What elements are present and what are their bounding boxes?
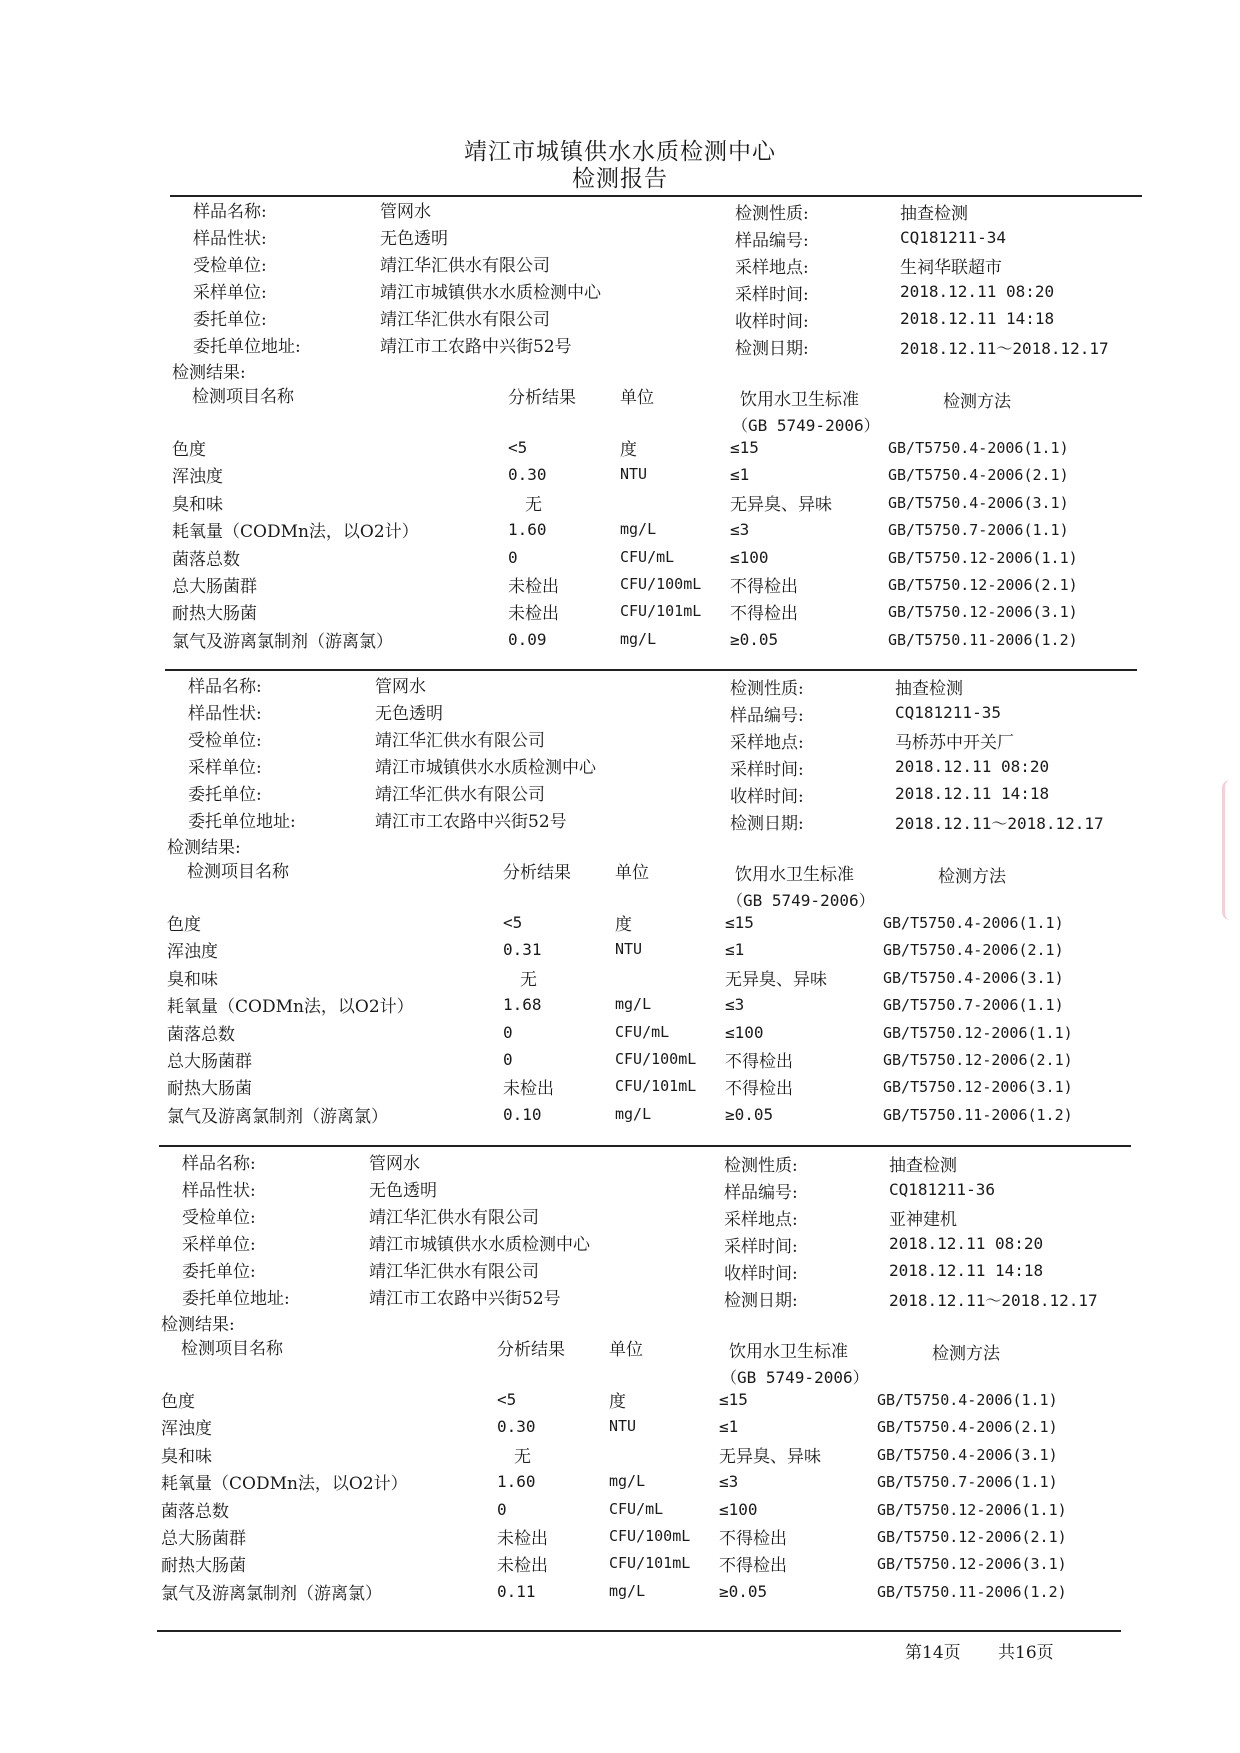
- table-row: [170, 435, 1170, 462]
- sample-number-label: 样品编号:: [730, 706, 804, 726]
- col-method-header: 检测方法: [938, 867, 1006, 887]
- sample-number-label: 样品编号:: [724, 1183, 798, 1203]
- sampling-site-label: 采样地点:: [735, 258, 809, 278]
- method-value: GB/T5750.12-2006(1.1): [877, 1500, 1067, 1519]
- item-name: 耐热大肠菌: [172, 604, 257, 625]
- item-name: 浑浊度: [167, 942, 218, 963]
- unit-value: NTU: [615, 940, 643, 959]
- result-value: <5: [497, 1390, 517, 1409]
- item-name: 氯气及游离氯制剂（游离氯）: [161, 1583, 382, 1604]
- sample-number-label: 样品编号:: [735, 231, 809, 251]
- receive-time-label: 收样时间:: [724, 1264, 798, 1284]
- unit-value: mg/L: [609, 1581, 646, 1600]
- results-label: 检测结果:: [167, 838, 241, 858]
- inspected-unit-label: 受检单位:: [188, 731, 262, 751]
- unit-value: CFU/100mL: [615, 1050, 697, 1068]
- test-date-label: 检测日期:: [735, 339, 809, 359]
- results-label: 检测结果:: [161, 1315, 235, 1335]
- page-number: 第14页: [905, 1643, 961, 1663]
- sampling-unit-label: 采样单位:: [182, 1235, 256, 1255]
- sampling-unit-label: 采样单位:: [188, 758, 262, 778]
- result-value: 0: [503, 1050, 513, 1069]
- item-name: 菌落总数: [161, 1501, 229, 1522]
- standard-value: 无异臭、异味: [719, 1446, 821, 1467]
- unit-value: 度: [615, 915, 632, 935]
- col-standard-header: 饮用水卫生标准: [735, 865, 854, 885]
- client-unit-value: 靖江华汇供水有限公司: [369, 1262, 539, 1282]
- col-method-header: 检测方法: [943, 392, 1011, 412]
- sample-number-value: CQ181211-35: [895, 703, 1001, 722]
- standard-value: ≤3: [730, 520, 750, 540]
- table-row: [165, 992, 1165, 1019]
- sample-number-value: CQ181211-34: [900, 228, 1006, 247]
- method-value: GB/T5750.4-2006(1.1): [883, 914, 1064, 932]
- method-value: GB/T5750.4-2006(2.1): [888, 466, 1069, 485]
- page-total: 共16页: [998, 1643, 1054, 1663]
- item-name: 氯气及游离氯制剂（游离氯）: [167, 1106, 388, 1127]
- method-value: GB/T5750.4-2006(1.1): [877, 1391, 1058, 1409]
- item-name: 耐热大肠菌: [167, 1079, 252, 1100]
- table-row: [159, 1579, 1159, 1606]
- result-value: 0: [497, 1499, 507, 1519]
- table-row: [170, 490, 1170, 517]
- sample-number-value: CQ181211-36: [889, 1180, 995, 1199]
- result-value: 未检出: [508, 604, 559, 625]
- unit-value: NTU: [609, 1417, 637, 1436]
- method-value: GB/T5750.12-2006(1.1): [883, 1023, 1073, 1042]
- col-item-header: 检测项目名称: [181, 1339, 283, 1359]
- table-row: [170, 545, 1170, 572]
- table-row: [165, 910, 1165, 937]
- receive-time-value: 2018.12.11 14:18: [895, 784, 1050, 803]
- sample-state-value: 无色透明: [369, 1181, 437, 1201]
- test-nature-value: 抽查检测: [900, 204, 968, 224]
- sampling-unit-value: 靖江市城镇供水水质检测中心: [369, 1235, 590, 1255]
- method-value: GB/T5750.4-2006(2.1): [883, 941, 1064, 960]
- method-value: GB/T5750.12-2006(2.1): [888, 576, 1078, 594]
- sampling-site-label: 采样地点:: [730, 733, 804, 753]
- item-name: 浑浊度: [172, 467, 223, 488]
- result-value: 0.30: [497, 1417, 536, 1437]
- table-row: [159, 1551, 1159, 1578]
- table-row: [159, 1469, 1159, 1496]
- standard-value: ≥0.05: [719, 1581, 768, 1601]
- method-value: GB/T5750.4-2006(3.1): [883, 968, 1064, 987]
- receive-time-label: 收样时间:: [735, 312, 809, 332]
- col-method-header: 检测方法: [932, 1344, 1000, 1364]
- standard-value: ≤3: [725, 995, 745, 1015]
- item-name: 浑浊度: [161, 1419, 212, 1440]
- standard-value: ≤100: [730, 547, 769, 567]
- test-nature-label: 检测性质:: [730, 679, 804, 699]
- col-result-header: 分析结果: [503, 863, 571, 883]
- table-row: [170, 599, 1170, 626]
- sampling-time-value: 2018.12.11 08:20: [895, 757, 1050, 776]
- report-title: 靖江市城镇供水水质检测中心: [464, 139, 776, 165]
- sample-state-label: 样品性状:: [182, 1181, 256, 1201]
- standard-value: ≤15: [730, 438, 759, 457]
- method-value: GB/T5750.4-2006(3.1): [877, 1445, 1058, 1464]
- client-unit-value: 靖江华汇供水有限公司: [375, 785, 545, 805]
- result-value: 无: [525, 494, 542, 515]
- item-name: 氯气及游离氯制剂（游离氯）: [172, 631, 393, 652]
- col-standard-code: （GB 5749-2006）: [721, 1368, 869, 1387]
- sampling-site-value: 亚神建机: [889, 1210, 957, 1230]
- receive-time-label: 收样时间:: [730, 787, 804, 807]
- results-label: 检测结果:: [172, 363, 246, 383]
- test-nature-value: 抽查检测: [889, 1156, 957, 1176]
- test-date-value: 2018.12.11～2018.12.17: [900, 339, 1109, 358]
- inspected-unit-value: 靖江华汇供水有限公司: [375, 731, 545, 751]
- unit-value: CFU/101mL: [609, 1554, 691, 1573]
- standard-value: ≤15: [719, 1390, 748, 1409]
- receive-time-value: 2018.12.11 14:18: [900, 309, 1055, 328]
- client-address-value: 靖江市工农路中兴街52号: [369, 1289, 561, 1309]
- sampling-unit-value: 靖江市城镇供水水质检测中心: [375, 758, 596, 778]
- method-value: GB/T5750.7-2006(1.1): [883, 996, 1064, 1015]
- standard-value: ≤1: [719, 1417, 739, 1437]
- client-unit-label: 委托单位:: [188, 785, 262, 805]
- col-standard-header: 饮用水卫生标准: [740, 390, 859, 410]
- inspected-unit-label: 受检单位:: [193, 256, 267, 276]
- sampling-unit-value: 靖江市城镇供水水质检测中心: [380, 283, 601, 303]
- client-unit-label: 委托单位:: [193, 310, 267, 330]
- unit-value: mg/L: [620, 629, 657, 648]
- standard-value: 不得检出: [725, 1079, 793, 1100]
- sampling-time-value: 2018.12.11 08:20: [889, 1234, 1044, 1253]
- result-value: <5: [508, 438, 528, 457]
- table-row: [165, 1020, 1165, 1047]
- sample-block: [159, 1147, 1240, 1647]
- sampling-time-label: 采样时间:: [724, 1237, 798, 1257]
- result-value: 未检出: [497, 1556, 548, 1577]
- table-row: [159, 1524, 1159, 1551]
- method-value: GB/T5750.4-2006(3.1): [888, 493, 1069, 512]
- table-row: [165, 1047, 1165, 1074]
- result-value: 0.09: [508, 629, 547, 649]
- sample-state-label: 样品性状:: [188, 704, 262, 724]
- result-value: 1.68: [503, 995, 542, 1015]
- item-name: 臭和味: [167, 969, 218, 990]
- col-item-header: 检测项目名称: [192, 387, 294, 407]
- inspected-unit-value: 靖江华汇供水有限公司: [369, 1208, 539, 1228]
- unit-value: NTU: [620, 465, 648, 484]
- item-name: 臭和味: [172, 494, 223, 515]
- test-nature-label: 检测性质:: [724, 1156, 798, 1176]
- item-name: 菌落总数: [172, 549, 240, 570]
- table-row: [159, 1414, 1159, 1441]
- method-value: GB/T5750.12-2006(3.1): [877, 1555, 1067, 1574]
- method-value: GB/T5750.11-2006(1.2): [877, 1582, 1067, 1601]
- test-date-value: 2018.12.11～2018.12.17: [895, 814, 1104, 833]
- table-row: [170, 572, 1170, 599]
- method-value: GB/T5750.12-2006(2.1): [877, 1528, 1067, 1546]
- inspected-unit-label: 受检单位:: [182, 1208, 256, 1228]
- method-value: GB/T5750.4-2006(1.1): [888, 439, 1069, 457]
- unit-value: mg/L: [615, 1104, 652, 1123]
- item-name: 色度: [172, 440, 206, 460]
- standard-value: 无异臭、异味: [730, 494, 832, 515]
- seal-edge: [1222, 780, 1240, 920]
- table-row: [165, 1102, 1165, 1129]
- unit-value: CFU/100mL: [620, 575, 702, 593]
- sampling-site-label: 采样地点:: [724, 1210, 798, 1230]
- standard-value: ≤1: [730, 465, 750, 485]
- result-value: 1.60: [497, 1472, 536, 1492]
- unit-value: CFU/mL: [620, 547, 675, 566]
- result-value: 1.60: [508, 520, 547, 540]
- standard-value: 不得检出: [719, 1529, 787, 1549]
- item-name: 总大肠菌群: [161, 1529, 246, 1549]
- sample-name-label: 样品名称:: [182, 1154, 256, 1174]
- standard-value: ≤15: [725, 913, 754, 932]
- table-row: [170, 627, 1170, 654]
- method-value: GB/T5750.12-2006(3.1): [883, 1078, 1073, 1097]
- sample-name-label: 样品名称:: [188, 677, 262, 697]
- result-value: 无: [520, 969, 537, 990]
- table-row: [159, 1387, 1159, 1414]
- footer-divider: [157, 1630, 1121, 1632]
- standard-value: 不得检出: [719, 1556, 787, 1577]
- col-result-header: 分析结果: [497, 1340, 565, 1360]
- method-value: GB/T5750.12-2006(2.1): [883, 1051, 1073, 1069]
- item-name: 耗氧量（CODMn法，以O2计）: [161, 1474, 408, 1495]
- table-row: [159, 1497, 1159, 1524]
- standard-value: ≤1: [725, 940, 745, 960]
- method-value: GB/T5750.11-2006(1.2): [883, 1105, 1073, 1124]
- result-value: 0.30: [508, 465, 547, 485]
- result-value: 无: [514, 1446, 531, 1467]
- standard-value: 不得检出: [725, 1052, 793, 1072]
- item-name: 耗氧量（CODMn法，以O2计）: [167, 997, 414, 1018]
- item-name: 总大肠菌群: [167, 1052, 252, 1072]
- col-standard-code: （GB 5749-2006）: [727, 891, 875, 910]
- standard-value: 不得检出: [730, 577, 798, 597]
- test-date-value: 2018.12.11～2018.12.17: [889, 1291, 1098, 1310]
- sample-block: [165, 670, 1240, 1170]
- col-unit-header: 单位: [620, 388, 654, 408]
- unit-value: CFU/mL: [615, 1022, 670, 1041]
- standard-value: ≥0.05: [725, 1104, 774, 1124]
- table-row: [159, 1442, 1159, 1469]
- unit-value: CFU/100mL: [609, 1527, 691, 1545]
- method-value: GB/T5750.12-2006(3.1): [888, 603, 1078, 622]
- item-name: 臭和味: [161, 1446, 212, 1467]
- standard-value: ≥0.05: [730, 629, 779, 649]
- inspected-unit-value: 靖江华汇供水有限公司: [380, 256, 550, 276]
- result-value: 0.31: [503, 940, 542, 960]
- table-row: [170, 517, 1170, 544]
- col-unit-header: 单位: [615, 863, 649, 883]
- standard-value: 不得检出: [730, 604, 798, 625]
- standard-value: ≤100: [719, 1499, 758, 1519]
- col-item-header: 检测项目名称: [187, 862, 289, 882]
- result-value: 未检出: [508, 577, 559, 597]
- item-name: 菌落总数: [167, 1024, 235, 1045]
- table-row: [165, 937, 1165, 964]
- client-address-label: 委托单位地址:: [188, 812, 296, 832]
- sampling-site-value: 马桥苏中开关厂: [895, 733, 1014, 753]
- result-value: 未检出: [497, 1529, 548, 1549]
- unit-value: mg/L: [615, 995, 652, 1014]
- unit-value: mg/L: [620, 520, 657, 539]
- test-date-label: 检测日期:: [730, 814, 804, 834]
- col-standard-code: （GB 5749-2006）: [732, 416, 880, 435]
- unit-value: CFU/101mL: [615, 1077, 697, 1096]
- sample-block: [170, 195, 1240, 695]
- item-name: 耗氧量（CODMn法，以O2计）: [172, 522, 419, 543]
- test-nature-value: 抽查检测: [895, 679, 963, 699]
- item-name: 总大肠菌群: [172, 577, 257, 597]
- result-value: 0: [503, 1022, 513, 1042]
- item-name: 色度: [167, 915, 201, 935]
- sample-name-label: 样品名称:: [193, 202, 267, 222]
- sample-state-value: 无色透明: [375, 704, 443, 724]
- standard-value: ≤3: [719, 1472, 739, 1492]
- sampling-unit-label: 采样单位:: [193, 283, 267, 303]
- method-value: GB/T5750.12-2006(1.1): [888, 548, 1078, 567]
- unit-value: 度: [609, 1392, 626, 1412]
- client-unit-value: 靖江华汇供水有限公司: [380, 310, 550, 330]
- item-name: 耐热大肠菌: [161, 1556, 246, 1577]
- result-value: 0.11: [497, 1581, 536, 1601]
- receive-time-value: 2018.12.11 14:18: [889, 1261, 1044, 1280]
- sampling-time-value: 2018.12.11 08:20: [900, 282, 1055, 301]
- table-row: [170, 462, 1170, 489]
- method-value: GB/T5750.7-2006(1.1): [888, 521, 1069, 540]
- unit-value: CFU/mL: [609, 1499, 664, 1518]
- client-address-label: 委托单位地址:: [182, 1289, 290, 1309]
- client-address-value: 靖江市工农路中兴街52号: [375, 812, 567, 832]
- standard-value: ≤100: [725, 1022, 764, 1042]
- sample-name-value: 管网水: [380, 202, 431, 222]
- col-result-header: 分析结果: [508, 388, 576, 408]
- standard-value: 无异臭、异味: [725, 969, 827, 990]
- unit-value: 度: [620, 440, 637, 460]
- result-value: 未检出: [503, 1079, 554, 1100]
- sample-state-value: 无色透明: [380, 229, 448, 249]
- unit-value: CFU/101mL: [620, 602, 702, 621]
- sampling-time-label: 采样时间:: [735, 285, 809, 305]
- sampling-site-value: 生祠华联超市: [900, 258, 1002, 278]
- test-nature-label: 检测性质:: [735, 204, 809, 224]
- test-date-label: 检测日期:: [724, 1291, 798, 1311]
- client-address-label: 委托单位地址:: [193, 337, 301, 357]
- col-standard-header: 饮用水卫生标准: [729, 1342, 848, 1362]
- table-row: [165, 1074, 1165, 1101]
- unit-value: mg/L: [609, 1472, 646, 1491]
- method-value: GB/T5750.4-2006(2.1): [877, 1418, 1058, 1437]
- col-unit-header: 单位: [609, 1340, 643, 1360]
- sampling-time-label: 采样时间:: [730, 760, 804, 780]
- sample-name-value: 管网水: [369, 1154, 420, 1174]
- result-value: <5: [503, 913, 523, 932]
- sample-name-value: 管网水: [375, 677, 426, 697]
- report-subtitle: 检测报告: [572, 166, 668, 192]
- client-address-value: 靖江市工农路中兴街52号: [380, 337, 572, 357]
- client-unit-label: 委托单位:: [182, 1262, 256, 1282]
- method-value: GB/T5750.11-2006(1.2): [888, 630, 1078, 649]
- result-value: 0.10: [503, 1104, 542, 1124]
- item-name: 色度: [161, 1392, 195, 1412]
- result-value: 0: [508, 547, 518, 567]
- sample-state-label: 样品性状:: [193, 229, 267, 249]
- table-row: [165, 965, 1165, 992]
- method-value: GB/T5750.7-2006(1.1): [877, 1473, 1058, 1492]
